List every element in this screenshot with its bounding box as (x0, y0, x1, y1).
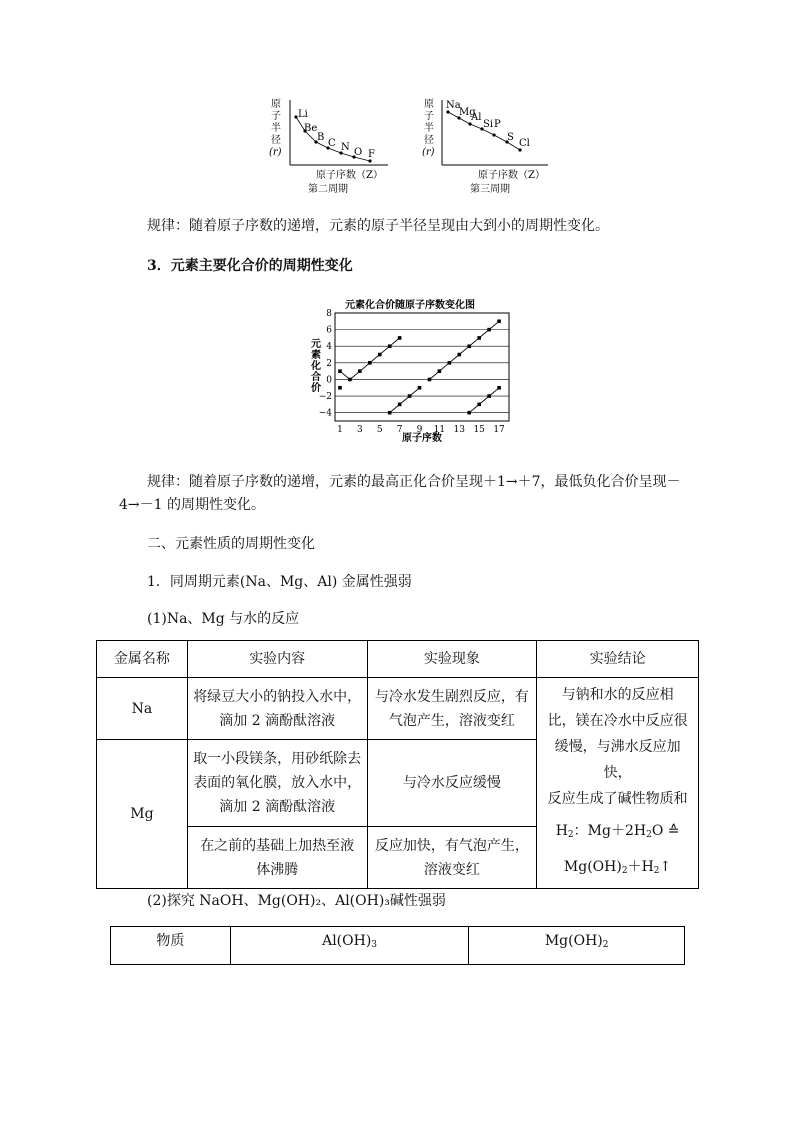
chart-title: 元素化合价随原子序数变化图 (345, 300, 475, 311)
chart-x-tick-label: 15 (473, 425, 485, 435)
table1-na-name: Na (97, 678, 188, 740)
table2-col-aloh3 (230, 927, 469, 965)
chart-point (388, 344, 392, 348)
chart-ylabel-5: 价 (311, 383, 321, 394)
chart-y-tick-label: 0 (326, 375, 332, 386)
chart-xlabel: 原子序数 (402, 433, 442, 444)
period2-label-be: Be (304, 123, 318, 134)
chart-x-tick-label: 17 (493, 425, 505, 435)
period2-label-n: N (341, 142, 350, 153)
table1-header-content: 实验内容 (187, 641, 367, 678)
chart-point (487, 328, 491, 332)
table1-na-content (187, 678, 367, 740)
chart-x-tick-label: 3 (356, 425, 363, 435)
period2-xlabel: 原子序数（Z） (316, 170, 383, 181)
chart-ylabel-4: 合 (311, 372, 321, 383)
subsection-2-title: (2)探究 NaOH、Mg(OH)₂、Al(OH)₃碱性强弱 (147, 893, 446, 909)
table1-mg-name: Mg (97, 740, 188, 889)
mg-content2-line-2: 体沸腾 (256, 861, 299, 878)
period3-xlabel: 原子序数（Z） (478, 170, 545, 181)
chart-point (388, 411, 392, 415)
period3-radius-figure (422, 95, 552, 200)
chart-point (408, 394, 412, 398)
table2-header-row (111, 927, 685, 965)
eq1-part-a: H (555, 823, 568, 839)
period3-ylabel-5: (r) (422, 147, 435, 158)
eq2-sub-d: 2 (653, 866, 660, 876)
chart-point (438, 369, 442, 373)
mg-content1-line-2: 表面的氧化膜，放入水中， (193, 775, 362, 791)
eq1-sub-b: 2 (567, 830, 574, 840)
period3-label-mg: Mg (459, 107, 476, 118)
mg-content2-line-1: 在之前的基础上加热至液 (200, 837, 355, 854)
na-mg-water-table (96, 640, 699, 889)
mg-content1-line-3: 滴加 2 滴酚酞溶液 (219, 799, 336, 815)
eq2-part-c: ＋H (627, 859, 654, 875)
chart-point (358, 369, 362, 373)
period3-label-p: P (494, 119, 501, 130)
conclusion-equation-line-2 (541, 854, 694, 884)
chart-ylabel-3: 化 (311, 361, 321, 372)
section-two-title: 二、元素性质的周期性变化 (147, 536, 315, 552)
chart-point (398, 403, 402, 407)
conclusion-line-1: 与钠和水的反应相 (561, 687, 674, 703)
eq2-part-a: Mg(OH) (563, 859, 622, 875)
mg-content1-line-1: 取一小段镁条，用砂纸除去 (193, 751, 362, 767)
chart-point (467, 344, 471, 348)
chart-point (487, 394, 491, 398)
chart-y-tick-label: −4 (318, 408, 332, 419)
chart-series-line-4 (469, 388, 499, 413)
chart-point (418, 386, 422, 390)
na-phenomenon-line-2: 气泡产生，溶液变红 (388, 712, 515, 729)
period3-label-na: Na (446, 100, 461, 111)
table1-mg-content-2 (187, 827, 367, 889)
na-content-line-1: 将绿豆大小的钠投入水中， (193, 688, 362, 705)
section3-title: 3．元素主要化合价的周期性变化 (147, 258, 353, 274)
mg-phenomenon2-line-1: 反应加快，有气泡产生， (374, 837, 529, 854)
period3-caption: 第三周期 (470, 184, 510, 195)
eq2-part-e: ↑ (659, 859, 672, 875)
period2-ylabel-5: (r) (269, 147, 282, 158)
chart-x-tick-label: 11 (433, 425, 446, 435)
eq1-sub-d: 2 (646, 830, 652, 840)
chart-x-tick-label: 9 (416, 425, 423, 435)
mgoh2-sub: 2 (602, 940, 609, 950)
chart-series-group (338, 320, 501, 415)
chart-point (398, 336, 402, 340)
chart-point (467, 411, 471, 415)
mgoh2-text: Mg(OH) (544, 933, 603, 949)
period2-ylabel-4: 径 (271, 135, 281, 146)
chart-y-tick-label: 4 (326, 342, 332, 353)
period2-ylabel-3: 半 (271, 123, 281, 134)
table1-na-phenomenon (367, 678, 537, 740)
table1-mg-content-1 (187, 740, 367, 827)
chart-point (497, 386, 501, 390)
chart-y-tick-label: 8 (326, 309, 332, 319)
chart-point (338, 386, 342, 390)
chart-point (428, 378, 432, 382)
rule-valence-line1: 规律：随着原子序数的递增，元素的最高正化合价呈现＋1→＋7，最低负化合价呈现－ (147, 474, 681, 490)
period2-label-c: C (328, 138, 336, 149)
chart-point (338, 369, 342, 373)
table1-header-conclusion: 实验结论 (537, 641, 699, 678)
chart-ylabel (310, 337, 321, 394)
conclusion-equation-line-1 (541, 818, 694, 848)
subsection-1-title: (1)Na、Mg 与水的反应 (147, 611, 300, 627)
period2-label-li: Li (298, 109, 308, 120)
table1-header-row (97, 641, 699, 678)
chart-x-tick-label: 1 (337, 425, 343, 435)
table1-row-na (97, 678, 699, 740)
period3-label-cl: Cl (519, 138, 530, 149)
period3-ylabel-2: 子 (424, 111, 434, 122)
na-phenomenon-line-1: 与冷水发生剧烈反应，有 (374, 688, 529, 705)
period3-label-al: Al (471, 112, 482, 123)
section-two-subtitle: 1．同周期元素(Na、Mg、Al) 金属性强弱 (147, 574, 412, 590)
period3-ylabel-3: 半 (424, 123, 434, 134)
chart-y-tick-label: 6 (326, 325, 332, 336)
conclusion-line-2: 比，镁在冷水中反应很 (547, 713, 688, 729)
chart-series-line-2 (390, 388, 420, 413)
chart-x-tick-label: 5 (376, 425, 383, 435)
chart-point (448, 361, 452, 365)
valence-chart (305, 293, 515, 448)
table1-conclusion (537, 678, 699, 889)
chart-grid (335, 313, 509, 413)
chart-point (477, 336, 481, 340)
chart-plot-frame (335, 313, 509, 421)
chart-ylabel-2: 素 (311, 350, 321, 361)
mg-phenomenon2-line-2: 溶液变红 (423, 861, 480, 878)
chart-point (477, 403, 481, 407)
period2-ylabel-1: 原 (271, 99, 281, 110)
rule-valence-line2: 4→－1 的周期性变化。 (119, 497, 265, 513)
table1-mg-phenomenon-1: 与冷水反应缓慢 (367, 740, 537, 827)
aloh3-text: Al(OH) (322, 933, 372, 949)
chart-x-tick-label: 7 (396, 425, 403, 435)
table2-col-mgoh2 (469, 927, 685, 965)
eq2-sub-b: 2 (621, 866, 628, 876)
chart-ylabel-1: 元 (311, 339, 321, 350)
chart-point (457, 353, 461, 357)
table1-header-phenomenon: 实验现象 (367, 641, 537, 678)
chart-y-tick-label: 2 (326, 358, 332, 369)
period3-label-si: Si (483, 119, 494, 130)
chart-point (497, 320, 501, 324)
table1-mg-phenomenon-2 (367, 827, 537, 889)
chart-point (348, 378, 352, 382)
chart-point (378, 353, 382, 357)
period2-ylabel (269, 98, 282, 158)
period2-label-f: F (368, 149, 375, 160)
period2-label-o: O (354, 147, 363, 158)
aloh3-sub: 3 (371, 940, 378, 950)
table1-header-metal: 金属名称 (97, 641, 188, 678)
table2-col-substance: 物质 (111, 927, 231, 965)
period2-label-b: B (317, 132, 325, 143)
period3-point-p (492, 133, 495, 136)
period2-caption: 第二周期 (308, 184, 348, 195)
conclusion-line-4: 反应生成了碱性物质和 (547, 791, 688, 807)
period3-ylabel-4: 径 (424, 135, 434, 146)
period3-ylabel-1: 原 (424, 99, 434, 110)
chart-x-tick-label: 13 (453, 425, 466, 435)
period2-radius-figure (268, 95, 394, 200)
chart-series-line-0 (340, 338, 400, 380)
rule-radius: 规律：随着原子序数的递增，元素的原子半径呈现由大到小的周期性变化。 (147, 218, 609, 234)
na-content-line-2: 滴加 2 滴酚酞溶液 (219, 712, 336, 729)
chart-y-tick-label: −2 (318, 392, 332, 403)
chart-point (368, 361, 372, 365)
eq1-part-e: O ≙ (651, 823, 680, 839)
period3-label-s: S (507, 132, 514, 143)
eq1-part-c: ：Mg＋2H (573, 823, 647, 839)
period2-ylabel-2: 子 (271, 111, 281, 122)
conclusion-line-3: 缓慢，与沸水反应加快， (554, 739, 681, 781)
hydroxide-table (110, 926, 685, 965)
